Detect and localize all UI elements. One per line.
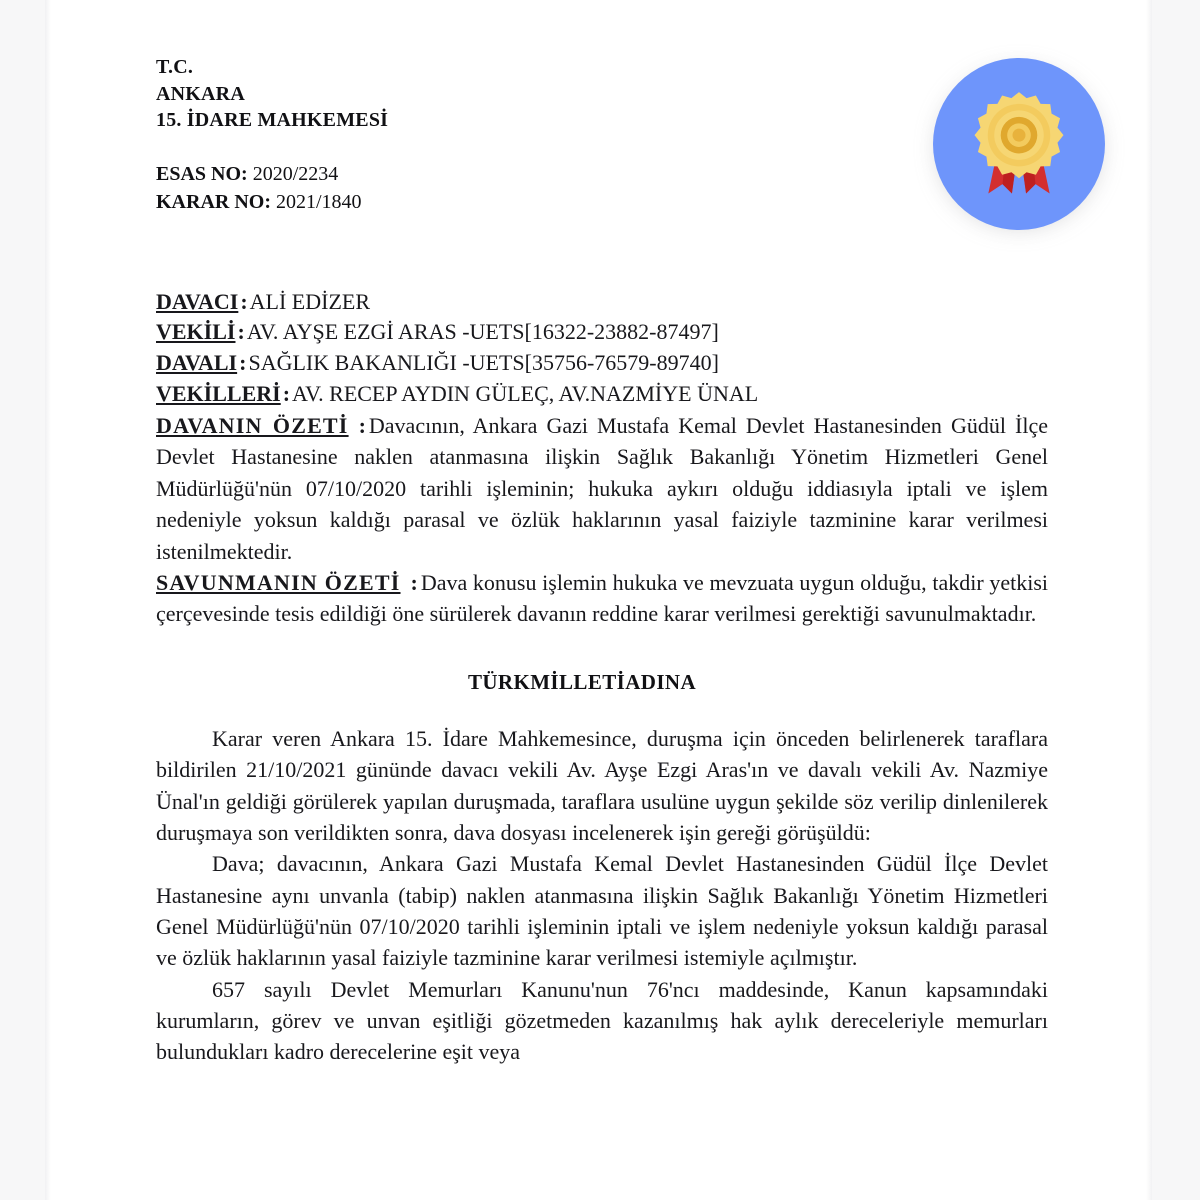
court-header-line-3: 15. İDARE MAHKEMESİ — [156, 109, 389, 132]
karar-no-label: KARAR NO: — [156, 191, 271, 214]
body-paragraph-2: Dava; davacının, Ankara Gazi Mustafa Kemal Devlet Hastanesinden Güdül İlçe Devlet Hastanesine aynı unvanla (tabip) naklen atanmasına ilişkin Sağlık Bakanlığı Yönetim Hizmetleri Genel Müdürlüğü'nün 07/10/2020 tarihli işleminin iptali ve işlem nedeniyle yoksun kaldığı parasal ve özlük haklarının yasal faiziyle tazminine karar verilmesi istemiyle açılmıştır. — [156, 851, 1048, 971]
case-numbers-block — [156, 160, 1048, 217]
karar-no-row — [156, 188, 1048, 216]
court-header — [156, 0, 1048, 134]
court-header-line-1: T.C. — [156, 56, 194, 78]
document-content — [156, 0, 1048, 1068]
party-value-davaci: ALİ EDİZER — [249, 288, 371, 314]
party-label-vekilleri: VEKİLLERİ — [156, 380, 281, 406]
turk-milleti-adina-heading: TÜRKMİLLETİADINA — [467, 669, 697, 694]
court-header-line-2: ANKARA — [156, 82, 245, 105]
savunmanin-ozeti-paragraph — [156, 567, 1048, 630]
davanin-ozeti-label: DAVANIN ÖZETİ — [156, 412, 349, 438]
davanin-ozeti-text: Davacının, Ankara Gazi Mustafa Kemal Devlet Hastanesinden Güdül İlçe Devlet Hastanesine naklen atanmasına ilişkin Sağlık Bakanlığı Yönetim Hizmetleri Genel Müdürlüğü'nün 07/10/2020 tarihli işleminin; hukuka aykırı olduğu iddiasıyla iptali ve işlem nedeniyle yoksun kaldığı parasal ve özlük haklarının yasal faiziyle tazminine karar verilmesi istenilmektedir. — [156, 412, 1048, 564]
party-label-vekili: VEKİLİ — [156, 319, 236, 345]
party-label-davali: DAVALI — [156, 350, 238, 376]
parties-block — [156, 287, 1048, 410]
party-row-davali — [156, 348, 1048, 379]
esas-no-label: ESAS NO: — [156, 162, 248, 185]
party-row-davaci — [156, 287, 1048, 318]
document-page — [45, 0, 1152, 1200]
esas-no-value: 2020/2234 — [252, 162, 339, 185]
party-colon-davali: : — [239, 350, 247, 376]
savunmanin-ozeti-label: SAVUNMANIN ÖZETİ — [156, 570, 401, 596]
page-left-edge — [45, 0, 51, 1200]
davanin-ozeti-paragraph — [156, 410, 1048, 567]
party-label-davaci: DAVACI — [156, 288, 239, 314]
party-row-vekili — [156, 317, 1048, 348]
savunmanin-ozeti-colon: : — [410, 570, 418, 596]
esas-no-row — [156, 160, 1048, 188]
party-colon-vekili: : — [237, 319, 245, 345]
body-paragraph-3: 657 sayılı Devlet Memurları Kanunu'nun 76'ncı maddesinde, Kanun kapsamındaki kurumların, görev ve unvan eşitliği gözetmeden kazanılmış hak aylık dereceleriyle memurları bulundukları kadro derecelerine eşit veya — [156, 976, 1048, 1065]
party-value-vekilleri: AV. RECEP AYDIN GÜLEÇ, AV.NAZMİYE ÜNAL — [292, 380, 759, 406]
party-row-vekilleri — [156, 379, 1048, 410]
party-colon-vekilleri: : — [282, 380, 291, 406]
party-value-vekili: AV. AYŞE EZGİ ARAS -UETS[16322-23882-87497] — [246, 319, 719, 345]
karar-no-value: 2021/1840 — [276, 191, 362, 214]
savunmanin-ozeti-text: Dava konusu işlemin hukuka ve mevzuata uygun olduğu, takdir yetkisi çerçevesinde tesis edildiği öne sürülerek davanın reddine karar verilmesi gerektiği savunulmaktadır. — [156, 570, 1048, 627]
party-colon-davaci: : — [240, 288, 248, 314]
party-value-davali: SAĞLIK BAKANLIĞI -UETS[35756-76579-89740] — [248, 350, 719, 376]
body-paragraph-1: Karar veren Ankara 15. İdare Mahkemesince, duruşma için önceden belirlenerek taraflara bildirilen 21/10/2021 gününde davacı vekili Av. Ayşe Ezgi Aras'ın ve davalı vekili Av. Nazmiye Ünal'ın geldiği görülerek yapılan duruşmada, taraflara usulüne uygun şekilde söz verilip dinlenilerek duruşmaya son verildikten sonra, dava dosyası incelenerek işin gereği görüşüldü: — [156, 725, 1048, 845]
page-right-edge — [1146, 0, 1152, 1200]
davanin-ozeti-colon: : — [358, 412, 366, 438]
